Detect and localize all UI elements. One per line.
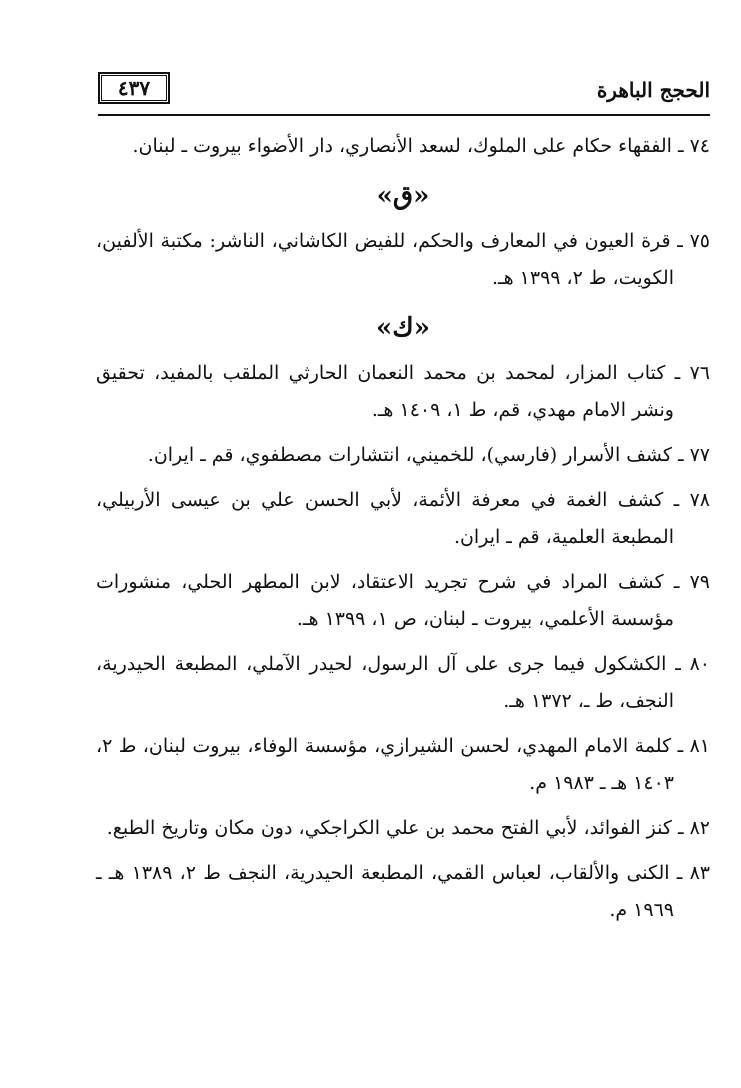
section-heading-kaf: «ك» [376,313,430,343]
bibliography-entry: ٧٧ ـ كشف الأسرار (فارسي)، للخميني، انتشارات مصطفوي، قم ـ ايران. [147,444,710,466]
bibliography-entry: ٨٠ ـ الكشكول فيما جرى على آل الرسول، لحيدر الآملي، المطبعة الحيدرية، النجف، ط ـ، ١٣٧٢ هـ. [96,653,710,712]
page-number: ٤٣٧ [98,72,170,104]
bibliography-entry: ٧٩ ـ كشف المراد في شرح تجريد الاعتقاد، لابن المطهر الحلي، منشورات مؤسسة الأعلمي، بيروت ـ لبنان، ص ١، ١٣٩٩ هـ. [96,571,710,630]
bibliography-entry: ٨٣ ـ الكنى والألقاب، لعباس القمي، المطبعة الحيدرية، النجف ط ٢، ١٣٨٩ هـ ـ ١٩٦٩ م. [96,862,711,921]
bibliography-entry: ٧٤ ـ الفقهاء حكام على الملوك، لسعد الأنصاري، دار الأضواء بيروت ـ لبنان. [132,135,710,157]
bibliography-entry: ٨٢ ـ كنز الفوائد، لأبي الفتح محمد بن علي الكراجكي، دون مكان وتاريخ الطبع. [106,817,710,839]
bibliography-entry: ٧٦ ـ كتاب المزار، لمحمد بن محمد النعمان الحارثي الملقب بالمفيد، تحقيق ونشر الامام مهدي، قم، ط ١، ١٤٠٩ هـ. [96,362,710,421]
section-heading-qaf: «ق» [376,181,430,211]
bibliography-entry: ٧٨ ـ كشف الغمة في معرفة الأئمة، لأبي الحسن علي بن عيسى الأربيلي، المطبعة العلمية، قم ـ ايران. [96,489,710,548]
running-title: الحجج الباهرة [596,78,710,102]
bibliography-entry: ٨١ ـ كلمة الامام المهدي، لحسن الشيرازي، مؤسسة الوفاء، بيروت لبنان، ط ٢، ١٤٠٣ هـ ـ ١٩٨٣ م. [96,735,710,794]
running-header [98,68,710,116]
header-rule [98,114,710,116]
bibliography-entry: ٧٥ ـ قرة العيون في المعارف والحكم، للفيض الكاشاني، الناشر: مكتبة الألفين، الكويت، ط ٢، ١٣٩٩ هـ. [96,230,710,289]
bibliography-list [96,128,710,937]
